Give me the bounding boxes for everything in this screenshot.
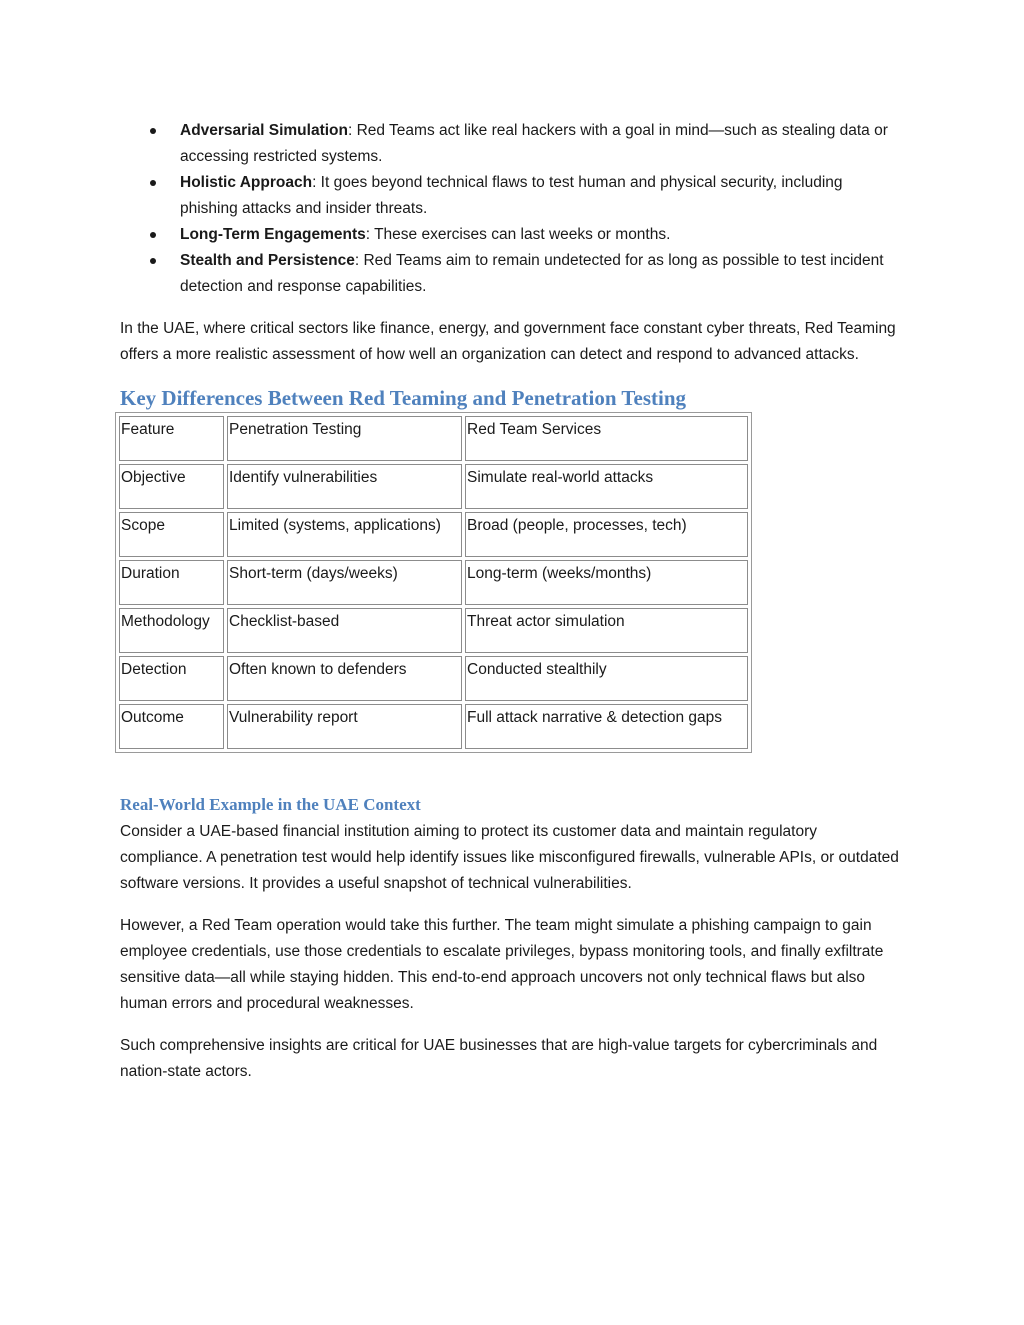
table-cell: Full attack narrative & detection gaps [465, 704, 748, 749]
bullet-text: : Red Teams aim to remain undetected for as long as possible to test incident detection and response capabilities. [180, 252, 884, 295]
table-cell: Vulnerability report [227, 704, 462, 749]
table-cell: Limited (systems, applications) [227, 512, 462, 557]
list-item [120, 170, 900, 222]
table-cell: Identify vulnerabilities [227, 464, 462, 509]
table-header-cell: Penetration Testing [227, 416, 462, 461]
document-page [120, 118, 900, 1085]
bullet-text: : Red Teams act like real hackers with a goal in mind—such as stealing data or accessing restricted systems. [180, 122, 888, 165]
table-cell: Conducted stealthily [465, 656, 748, 701]
table-header-cell: Feature [119, 416, 224, 461]
table-row [119, 464, 748, 509]
body-paragraph: However, a Red Team operation would take this further. The team might simulate a phishing campaign to gain employee credentials, use those credentials to escalate privileges, bypass monitoring tools, and finally exfiltrate sensitive data—all while staying hidden. This end-to-end approach uncovers not only technical flaws but also human errors and procedural weaknesses. [120, 917, 884, 1012]
table-cell: Often known to defenders [227, 656, 462, 701]
bullet-icon [150, 128, 156, 134]
list-item [120, 222, 900, 248]
bullet-term: Adversarial Simulation [180, 122, 348, 139]
bullet-text: : It goes beyond technical flaws to test human and physical security, including phishing attacks and insider threats. [180, 174, 843, 217]
table-cell: Simulate real-world attacks [465, 464, 748, 509]
table-cell: Duration [119, 560, 224, 605]
table-cell: Long-term (weeks/months) [465, 560, 748, 605]
table-row [119, 560, 748, 605]
table-cell: Methodology [119, 608, 224, 653]
table-cell: Detection [119, 656, 224, 701]
feature-bullet-list [120, 118, 900, 300]
table-cell: Threat actor simulation [465, 608, 748, 653]
table-row [119, 512, 748, 557]
bullet-term: Long-Term Engagements [180, 226, 366, 243]
table-row [119, 656, 748, 701]
table-header-cell: Red Team Services [465, 416, 748, 461]
table-cell: Broad (people, processes, tech) [465, 512, 748, 557]
bullet-icon [150, 180, 156, 186]
table-cell: Objective [119, 464, 224, 509]
table-row [119, 704, 748, 749]
subsection-heading: Real-World Example in the UAE Context [120, 795, 421, 814]
list-item [120, 248, 900, 300]
table-cell: Scope [119, 512, 224, 557]
body-paragraph: Such comprehensive insights are critical for UAE businesses that are high-value targets for cybercriminals and nation-state actors. [120, 1037, 878, 1080]
body-paragraph: Consider a UAE-based financial institution aiming to protect its customer data and maintain regulatory compliance. A penetration test would help identify issues like misconfigured firewalls, vulnerable APIs, or outdated software versions. It provides a useful snapshot of technical vulnerabilities. [120, 823, 899, 892]
bullet-icon [150, 258, 156, 264]
list-item [120, 118, 900, 170]
table-cell: Short-term (days/weeks) [227, 560, 462, 605]
bullet-icon [150, 232, 156, 238]
intro-paragraph: In the UAE, where critical sectors like finance, energy, and government face constant cyber threats, Red Teaming offers a more realistic assessment of how well an organization can detect and respond to advanced attacks. [120, 320, 896, 363]
bullet-text: : These exercises can last weeks or months. [365, 226, 671, 243]
table-row [119, 608, 748, 653]
bullet-term: Holistic Approach [180, 174, 313, 191]
table-cell: Outcome [119, 704, 224, 749]
table-cell: Checklist-based [227, 608, 462, 653]
bullet-term: Stealth and Persistence [180, 252, 355, 269]
table-header-row [119, 416, 748, 461]
section-heading: Key Differences Between Red Teaming and Penetration Testing [120, 386, 686, 410]
comparison-table [115, 412, 752, 753]
